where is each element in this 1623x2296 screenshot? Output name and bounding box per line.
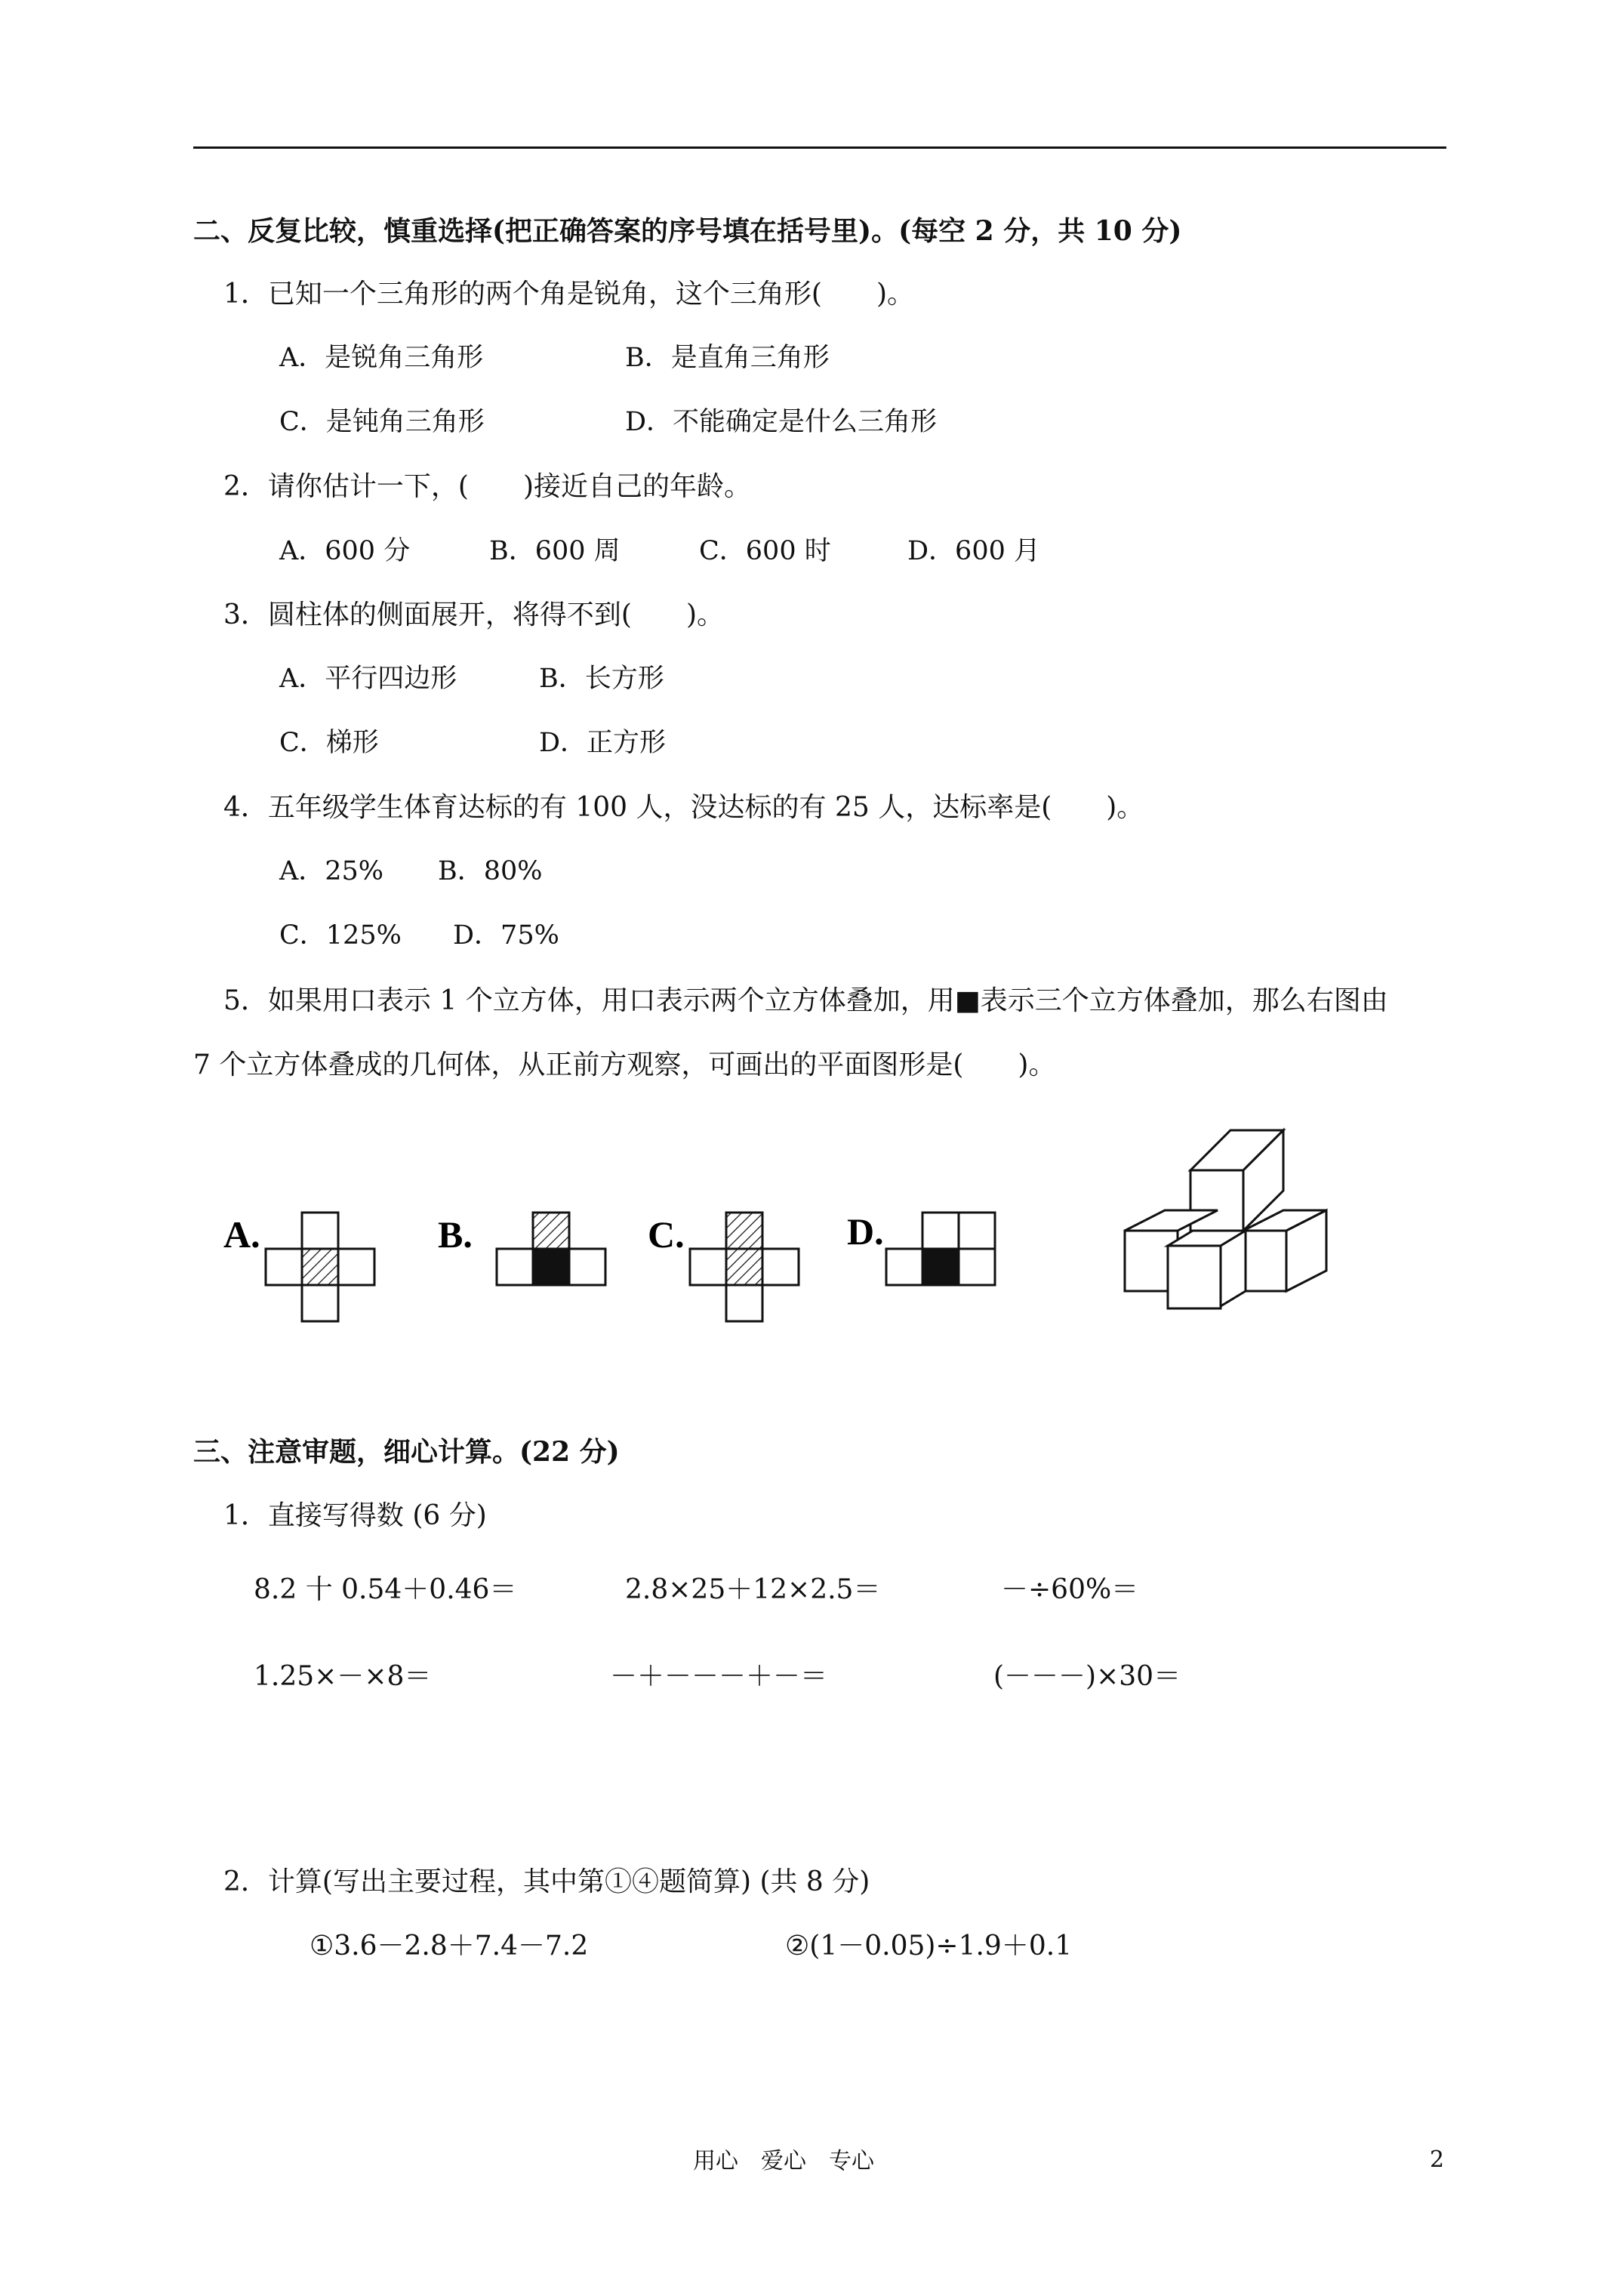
calc-r2-c2: －＋－－－＋－＝ [610,1661,828,1692]
figure-b-tee [497,1213,605,1285]
q3-option-b: B．长方形 [539,664,664,694]
q1-option-c: C．是钝角三角形 [279,407,485,437]
q4-option-b: B．80% [438,856,543,886]
q3-option-d: D．正方形 [539,728,667,758]
footer-motto: 用心 爱心 专心 [693,2148,874,2174]
q2-option-a: A．600 分 [279,536,411,566]
figure-c-cross [690,1213,799,1321]
calc-r1-c3: －÷60%＝ [1001,1574,1139,1605]
calc-r2-c1: 1.25×－×8＝ [254,1661,432,1692]
calc-r1-c1: 8.2 十 0.54＋0.46＝ [254,1574,517,1605]
question-5-line-1: 5．如果用口表示 1 个立方体，用口表示两个立方体叠加，用■表示三个立方体叠加，那么右图由 [223,985,1388,1016]
question-3-text: 3．圆柱体的侧面展开，将得不到( )。 [223,599,724,630]
figure-c-label: C. [648,1213,685,1256]
page-number: 2 [1430,2147,1445,2173]
q3-option-c: C．梯形 [279,728,379,758]
q1-option-d: D．不能确定是什么三角形 [625,407,938,437]
q4-option-a: A．25% [279,856,384,886]
q3-option-a: A．平行四边形 [279,664,457,694]
section-3-heading: 三、注意审题，细心计算。(22 分) [193,1436,620,1468]
q2-option-d: D．600 月 [907,536,1040,566]
q1-option-a: A．是锐角三角形 [279,343,484,373]
section-2-heading: 二、反复比较，慎重选择(把正确答案的序号填在括号里)。(每空 2 分，共 10 分) [193,215,1182,247]
figure-b-label: B. [438,1213,473,1256]
part-1-title: 1．直接写得数 (6 分) [223,1500,487,1531]
figure-d-label: D. [847,1210,884,1253]
question-5-line-2: 7 个立方体叠成的几何体，从正前方观察，可画出的平面图形是( )。 [193,1049,1056,1080]
q2-option-c: C．600 时 [699,536,831,566]
figure-a-cross [266,1213,374,1321]
question-2-text: 2．请你估计一下，( )接近自己的年龄。 [223,471,751,502]
figure-a-label: A. [223,1213,260,1256]
calc-r1-c2: 2.8×25＋12×2.5＝ [625,1574,881,1605]
q4-option-c: C．125% [279,920,402,951]
calc-item-1: ①3.6－2.8＋7.4－7.2 [310,1931,589,1962]
stacked-cubes-figure [1125,1130,1326,1308]
question-1-text: 1．已知一个三角形的两个角是锐角，这个三角形( )。 [223,279,914,310]
calc-item-2: ②(1－0.05)÷1.9＋0.1 [785,1931,1073,1962]
calc-r2-c3: (－－－)×30＝ [993,1661,1181,1692]
part-2-title: 2．计算(写出主要过程，其中第①④题简算) (共 8 分) [223,1866,870,1897]
q1-option-b: B．是直角三角形 [625,343,830,373]
q4-option-d: D．75% [453,920,559,951]
q2-option-b: B．600 周 [489,536,621,566]
question-4-text: 4．五年级学生体育达标的有 100 人，没达标的有 25 人，达标率是( )。 [223,792,1144,823]
figure-d-grid [886,1213,995,1285]
